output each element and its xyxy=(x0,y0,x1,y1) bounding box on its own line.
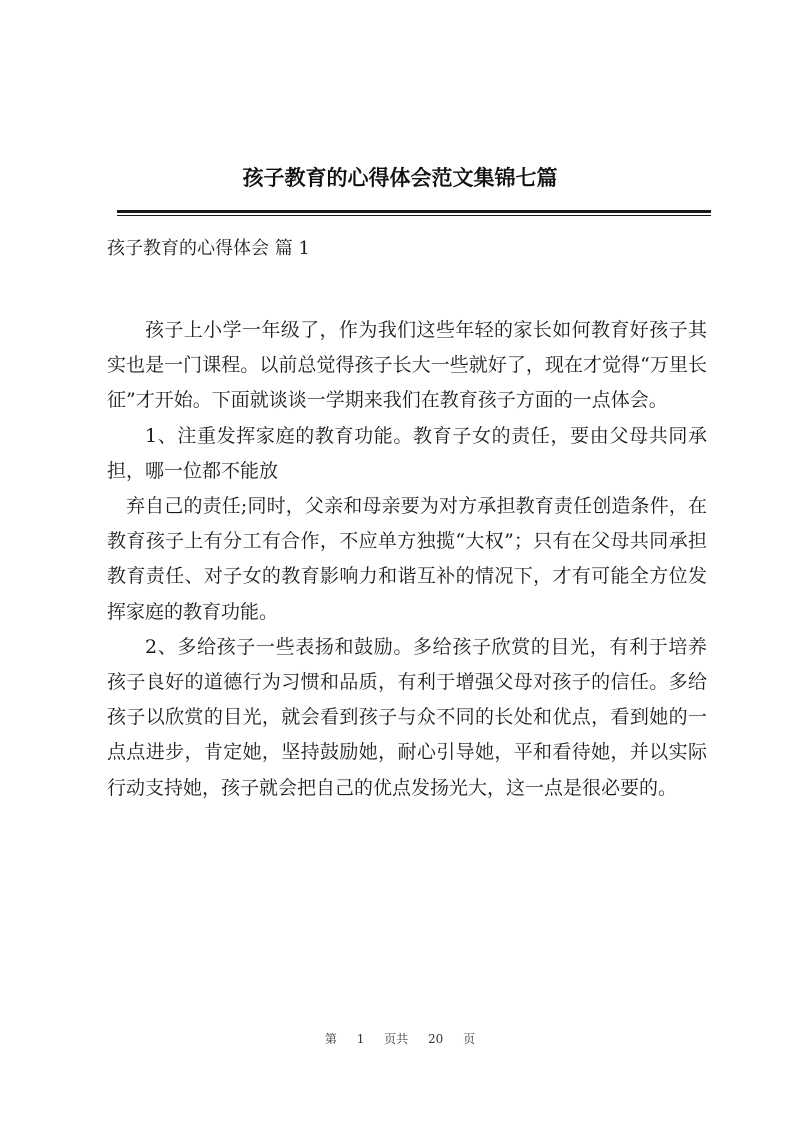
paragraph-point-1: 1、注重发挥家庭的教育功能。教育子女的责任，要由父母共同承担，哪一位都不能放 xyxy=(107,424,707,482)
footer-total-pages: 20 xyxy=(428,1032,444,1046)
paragraph-intro: 孩子上小学一年级了，作为我们这些年轻的家长如何教育好孩子其实也是一门课程。以前总觉得孩子长大一些就好了，现在才觉得“万里长征”才开始。下面就谈谈一学期来我们在教育孩子方面的一点体会。 xyxy=(107,319,707,412)
footer-suffix: 页 xyxy=(463,1032,476,1046)
section-heading: 孩子教育的心得体会 篇 1 xyxy=(107,238,310,259)
footer-middle: 页共 xyxy=(384,1032,409,1046)
document-body xyxy=(107,313,707,806)
title-divider-thin xyxy=(117,215,711,216)
paragraph-point-1-continued: 弃自己的责任;同时，父亲和母亲要为对方承担教育责任创造条件，在教育孩子上有分工有合作，不应单方独揽“大权”；只有在父母共同承担教育责任、对子女的教育影响力和谐互补的情况下，才有可能全方位发挥家庭的教育功能。 xyxy=(107,495,707,623)
title-divider-thick xyxy=(117,210,711,213)
page-footer xyxy=(0,1030,800,1048)
footer-prefix: 第 xyxy=(324,1032,337,1046)
footer-current-page: 1 xyxy=(356,1032,365,1046)
document-title: 孩子教育的心得体会范文集锦七篇 xyxy=(242,166,558,190)
paragraph-point-2: 2、多给孩子一些表扬和鼓励。多给孩子欣赏的目光，有利于培养孩子良好的道德行为习惯和品质，有利于增强父母对孩子的信任。多给孩子以欣赏的目光，就会看到孩子与众不同的长处和优点，看到她的一点点进步，肯定她，坚持鼓励她，耐心引导她，平和看待她，并以实际行动支持她，孩子就会把自己的优点发扬光大，这一点是很必要的。 xyxy=(107,635,707,799)
